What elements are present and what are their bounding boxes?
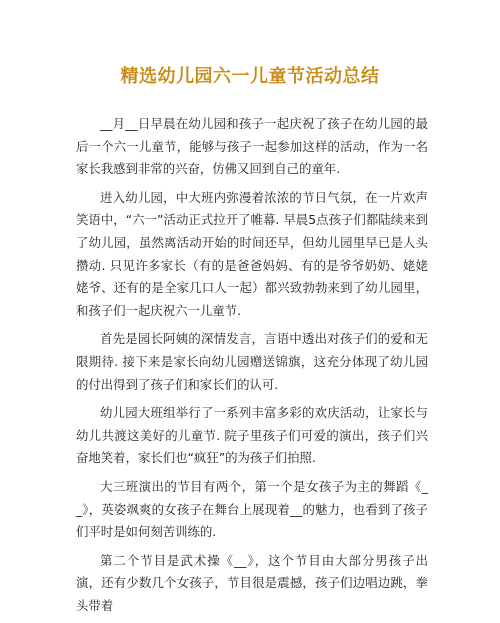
paragraph: 幼儿园大班组举行了一系列丰富多彩的欢庆活动，让家长与幼儿共渡这美好的儿童节. 院子里孩子们可爱的演出，孩子们兴奋地笑着，家长们也“疯狂”的为孩子们拍照. — [76, 405, 428, 466]
document-body — [76, 113, 428, 623]
paragraph: 大三班演出的节目有两个，第一个是女孩子为主的舞蹈《__》，英姿飒爽的女孩子在舞台上展现着__的魅力，也看到了孩子们平时是如何刻苦训练的. — [76, 478, 428, 540]
paragraph: 进入幼儿园，中大班内弥漫着浓浓的节日气氛，在一片欢声笑语中，“六一”活动正式拉开了帷幕. 早晨5点孩子们都陆续来到了幼儿园，虽然离活动开始的时间还早，但幼儿园里早已是人头攒动. 只见许多家长（有的是爸爸妈妈、有的是爷爷奶奶、姥姥姥爷、还有的是全家几口人一起）都兴致勃勃来到了幼儿园里，和孩子们一起庆祝六一儿童节. — [76, 189, 428, 318]
paragraph: 首先是园长阿姨的深情发言，言语中透出对孩子们的爱和无限期待. 接下来是家长向幼儿园赠送锦旗，这充分体现了幼儿园的付出得到了孩子们和家长们的认可. — [76, 331, 428, 392]
paragraph: __月__日早晨在幼儿园和孩子一起庆祝了孩子在幼儿园的最后一个六一儿童节，能够与孩子一起参加这样的活动，作为一名家长我感到非常的兴奋，仿佛又回到自己的童年. — [76, 116, 428, 177]
paragraph: 第二个节目是武术操《__》，这个节目由大部分男孩子出演，还有少数几个女孩子，节目很是震撼，孩子们边唱边跳，拳头带着 — [76, 552, 428, 613]
document-title: 精选幼儿园六一儿童节活动总结 — [120, 66, 380, 87]
